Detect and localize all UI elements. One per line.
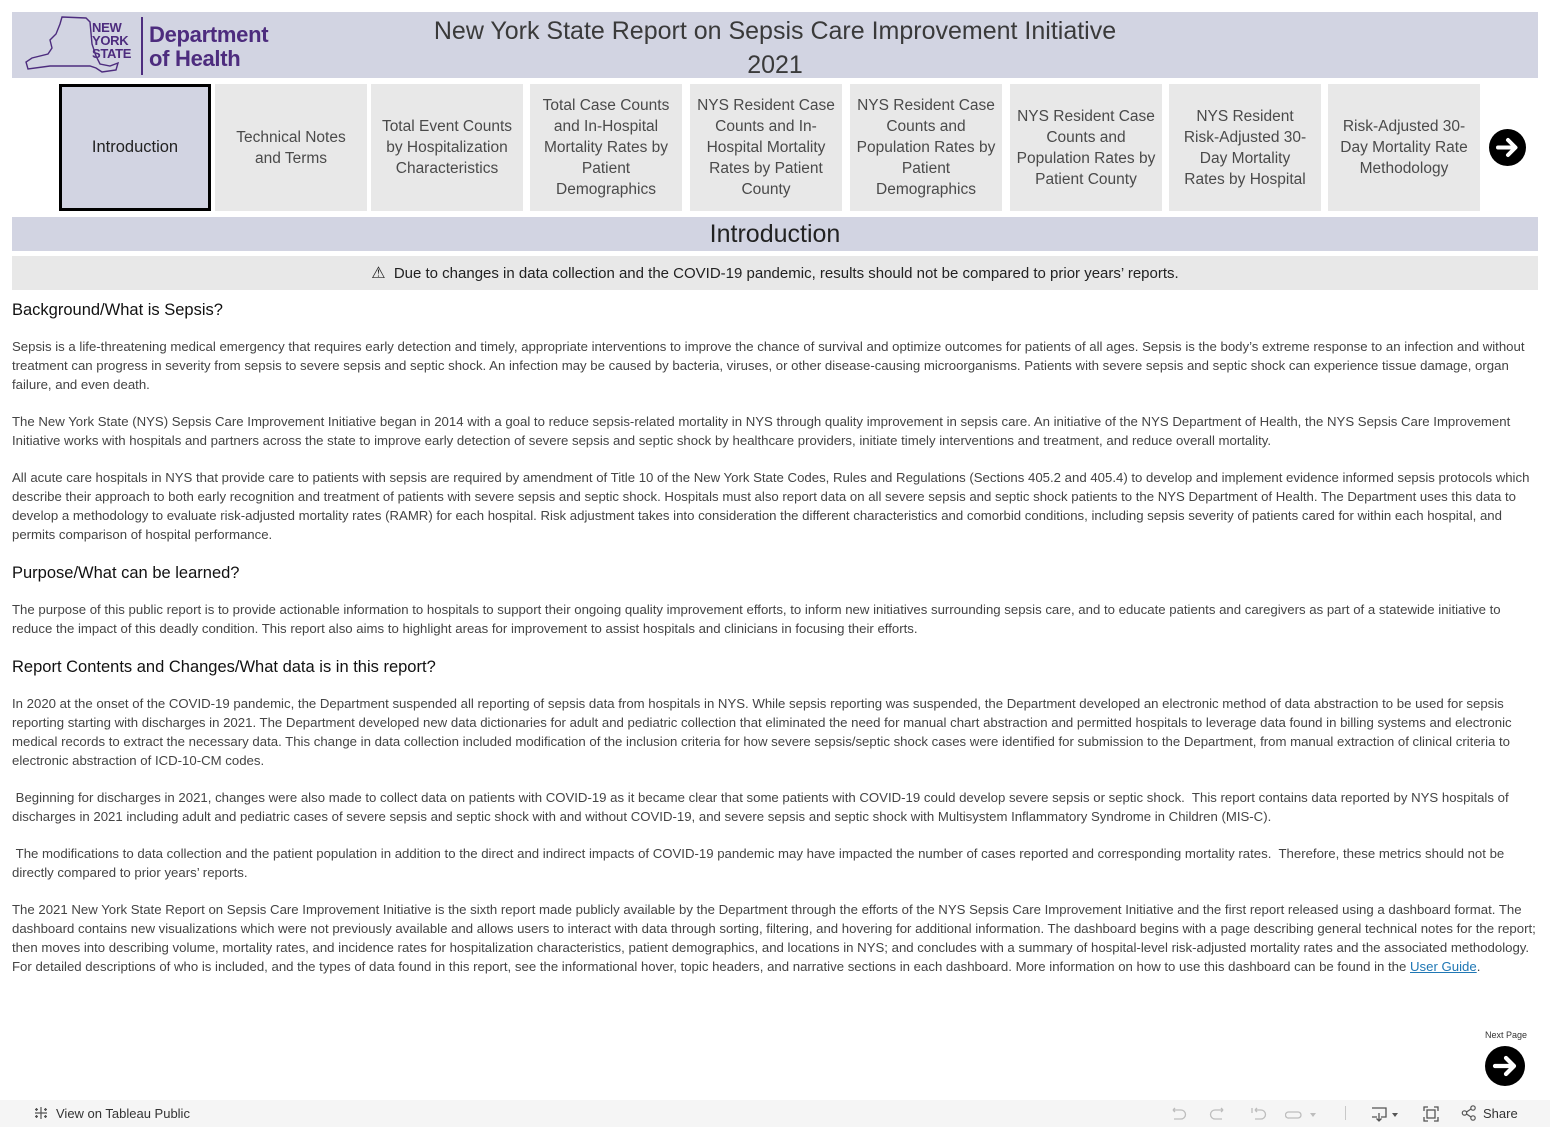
next-page-label: Next Page <box>1484 1030 1528 1040</box>
tableau-toolbar <box>0 1100 1550 1127</box>
nav-tab-resident-population-demographics[interactable]: NYS Resident Case Counts and Population Rates by Patient Demographics <box>850 84 1002 211</box>
report-header <box>12 12 1538 78</box>
nav-tab-mortality-methodology[interactable]: Risk-Adjusted 30-Day Mortality Rate Methodology <box>1328 84 1480 211</box>
warning-icon: ⚠ <box>371 265 386 282</box>
download-icon[interactable] <box>1370 1105 1402 1123</box>
logo-state-text: NEW YORK STATE <box>92 20 132 61</box>
section-title: Introduction <box>12 217 1538 251</box>
toolbar-divider <box>1345 1106 1346 1120</box>
paragraph-report-contents-4: The 2021 New York State Report on Sepsis Care Improvement Initiative is the sixth report made publicly available by the Department through the efforts of the NYS Sepsis Care Improvement Initiative and the first report released using a dashboard format. The dashboard contains new visualizations which were not previously available and allows users to interact with data through sorting, filtering, and hovering for additional information. The dashboard begins with a page describing general technical notes for the report; then moves into describing volume, mortality rates, and incidence rates for hospitalization characteristics, patient demographics, and locations in NYS; and concludes with a summary of hospital-level risk-adjusted mortality rates and the associated methodology. For detailed descriptions of who is included, and the types of data found in this report, see the informational hover, topic headers, and narrative sections in each dashboard. More information on how to use this dashboard can be found in the User Guide. <box>12 902 1536 974</box>
nav-tab-resident-mortality-county[interactable]: NYS Resident Case Counts and In-Hospital Mortality Rates by Patient County <box>690 84 842 211</box>
paragraph-report-contents-1: In 2020 at the onset of the COVID-19 pandemic, the Department suspended all reporting of sepsis data from hospitals in NYS. While sepsis reporting was suspended, the Department developed an electronic method of data abstraction to be used for sepsis reporting starting with discharges in 2021. The Department developed new data dictionaries for adult and pediatric collection that eliminated the need for manual chart abstraction and permitted hospitals to leverage data found in billing systems and electronic medical records to extract the necessary data. This change in data collection included modification of the inclusion criteria for how severe sepsis/septic shock cases were identified for submission to the Department, from manual extraction of clinical criteria to electronic abstraction of ICD-10-CM codes. <box>12 696 1512 768</box>
warning-text: Due to changes in data collection and the COVID-19 pandemic, results should not be compared to prior years’ reports. <box>393 265 1179 282</box>
nav-tab-resident-population-county[interactable]: NYS Resident Case Counts and Population Rates by Patient County <box>1010 84 1162 211</box>
report-title: New York State Report on Sepsis Care Improvement Initiative 2021 <box>433 17 1117 79</box>
logo-divider <box>141 17 143 75</box>
nav-tab-total-event-counts[interactable]: Total Event Counts by Hospitalization Characteristics <box>371 84 523 211</box>
nav-tab-total-case-counts-demographics[interactable]: Total Case Counts and In-Hospital Mortality Rates by Patient Demographics <box>530 84 682 211</box>
user-guide-link[interactable]: User Guide <box>1410 959 1477 974</box>
arrow-right-icon <box>1485 1046 1525 1086</box>
paragraph-purpose-1: The purpose of this public report is to provide actionable information to hospitals to support their ongoing quality improvement efforts, to inform new initiatives surrounding sepsis care, and to educate patients and caregivers as part of a statewide initiative to reduce the impact of this deadly condition. This report also aims to highlight areas for improvement to assist hospitals and clinicians in focusing their efforts. <box>12 602 1501 636</box>
heading-report-contents: Report Contents and Changes/What data is in this report? <box>12 658 436 676</box>
undo-icon[interactable] <box>1169 1105 1187 1123</box>
arrow-right-icon <box>1489 129 1526 166</box>
paragraph-report-contents-2: Beginning for discharges in 2021, changes were also made to collect data on patients with COVID-19 as it became clear that some patients with COVID-19 could develop severe sepsis or septic shock. This report contains data reported by NYS hospitals of discharges in 2021 including adult and pediatric cases of severe sepsis and septic shock with and without COVID-19, and severe sepsis and septic shock with Multisystem Inflammatory Syndrome in Children (MIS-C). <box>12 790 1513 824</box>
share-icon <box>1461 1105 1477 1121</box>
paragraph-report-contents-3: The modifications to data collection and the patient population in addition to the direct and indirect impacts of COVID-19 pandemic may have impacted the number of cases reported and corresponding mortality rates. Therefore, these metrics should not be directly compared to prior years’ reports. <box>12 846 1508 880</box>
nav-tab-risk-adjusted-by-hospital[interactable]: NYS Resident Risk-Adjusted 30-Day Mortality Rates by Hospital <box>1169 84 1321 211</box>
revert-icon[interactable] <box>1249 1105 1267 1123</box>
dashboard-nav <box>0 83 1550 211</box>
nav-tab-introduction[interactable]: Introduction <box>59 84 211 211</box>
paragraph-background-3: All acute care hospitals in NYS that provide care to patients with sepsis are required by amendment of Title 10 of the New York State Codes, Rules and Regulations (Sections 405.2 and 405.4) to develop and implement evidence informed sepsis protocols which describe their approach to both early recognition and treatment of patients with severe sepsis and septic shock. Hospitals must also report data on all severe sepsis and septic shock patients to the NYS Department of Health. The Department uses this data to develop a methodology to evaluate risk-adjusted mortality rates (RAMR) for each hospital. Risk adjustment takes into consideration the different characteristics and comorbid conditions, including sepsis severity of patients cared for within each hospital, and permits comparison of hospital performance. <box>12 470 1530 542</box>
next-page-button[interactable] <box>1485 1046 1525 1086</box>
tableau-logo-icon <box>33 1105 49 1121</box>
heading-purpose: Purpose/What can be learned? <box>12 564 240 582</box>
view-on-tableau-public-link[interactable]: View on Tableau Public <box>33 1105 190 1121</box>
logo-department-text: Department of Health <box>149 22 269 71</box>
fullscreen-icon[interactable] <box>1422 1105 1440 1123</box>
refresh-icon[interactable] <box>1285 1105 1317 1123</box>
share-button[interactable]: Share <box>1461 1105 1518 1121</box>
redo-icon[interactable] <box>1209 1105 1227 1123</box>
paragraph-background-2: The New York State (NYS) Sepsis Care Improvement Initiative began in 2014 with a goal to reduce sepsis-related mortality in NYS through quality improvement in sepsis care. An initiative of the NYS Department of Health, the NYS Sepsis Care Improvement Initiative works with hospitals and partners across the state to improve early detection of severe sepsis and septic shock by healthcare providers, initiate timely interventions and treatment, and reduce overall mortality. <box>12 414 1511 448</box>
paragraph-background-1: Sepsis is a life-threatening medical emergency that requires early detection and timely, appropriate interventions to improve the chance of survival and optimize outcomes for patients of all ages. Sepsis is the body’s extreme response to an infection and without treatment can progress in severity from sepsis to severe sepsis and septic shock. An infection may be caused by bacteria, viruses, or other disease-causing microorganisms. Patients with severe sepsis and septic shock can experience tissue damage, organ failure, and even death. <box>12 339 1525 392</box>
nav-next-button[interactable] <box>1489 129 1526 166</box>
nys-doh-logo <box>20 14 280 76</box>
introduction-content <box>12 299 1540 994</box>
nav-tab-technical-notes[interactable]: Technical Notes and Terms <box>215 84 367 211</box>
heading-background: Background/What is Sepsis? <box>12 301 223 319</box>
covid-warning-banner <box>12 256 1538 290</box>
